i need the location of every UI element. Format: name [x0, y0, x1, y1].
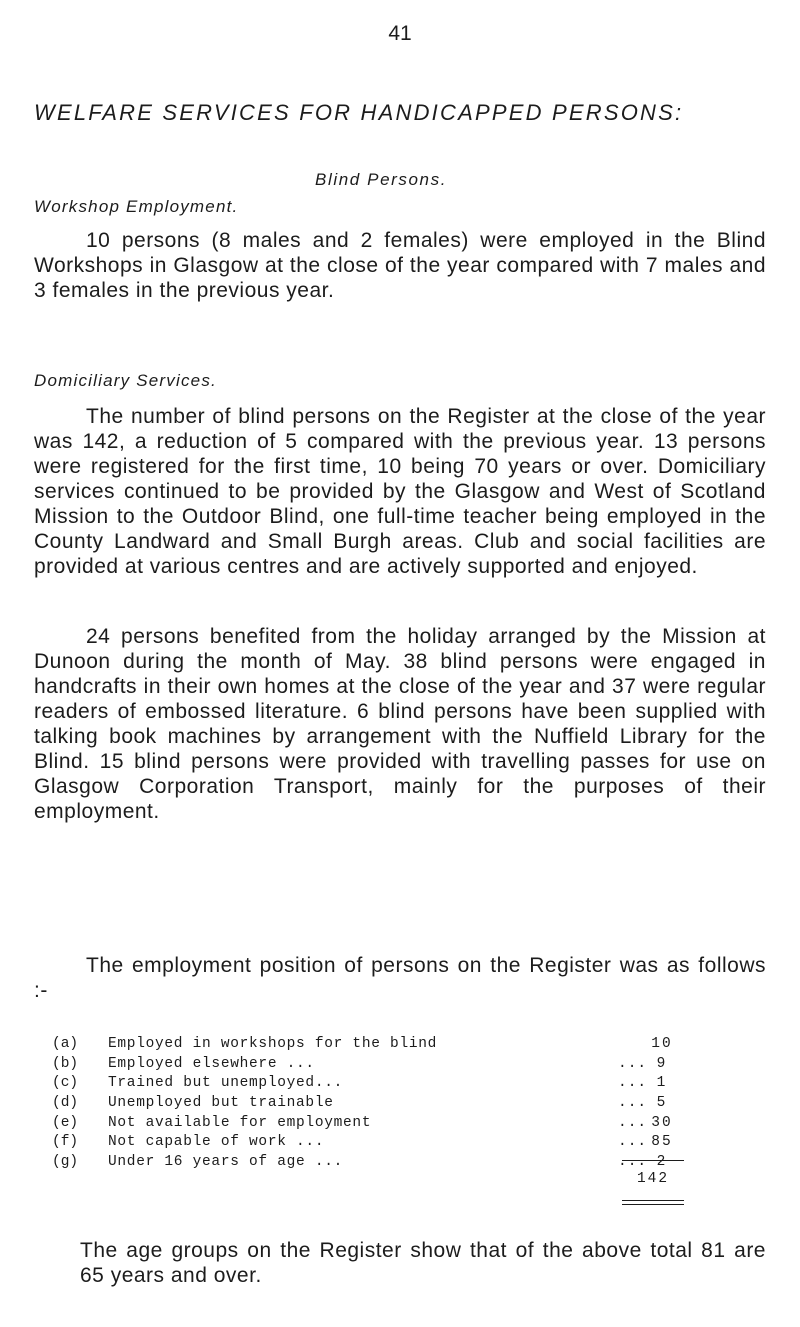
- row-letter: (g): [52, 1154, 79, 1171]
- row-label: Not available for employment: [108, 1114, 372, 1131]
- row-label: Not capable of work ...: [108, 1134, 325, 1151]
- workshop-heading: Workshop Employment.: [34, 197, 239, 216]
- workshop-text: 10 persons (8 males and 2 females) were employed in the Blind Workshops in Glasgow at the close of the year compared with 7 males and 3 females in the previous year.: [34, 229, 766, 302]
- table-row: [52, 1035, 692, 1055]
- row-letter: (f): [52, 1134, 79, 1151]
- table-row: [52, 1074, 692, 1094]
- row-label: Employed in workshops for the blind: [108, 1036, 438, 1052]
- row-value: 9: [656, 1055, 668, 1072]
- row-leader: ...: [618, 1055, 648, 1072]
- section-heading-blind-persons: Blind Persons.: [315, 170, 448, 189]
- domiciliary-heading: Domiciliary Services.: [34, 371, 217, 390]
- table-row: [52, 1055, 692, 1075]
- table-row: [52, 1133, 692, 1153]
- row-value: 85: [651, 1134, 673, 1151]
- row-label: Employed elsewhere ...: [108, 1055, 315, 1072]
- table-row: [52, 1094, 692, 1114]
- table-row: [52, 1114, 692, 1134]
- row-letter: (e): [52, 1114, 79, 1131]
- domiciliary-text-1: The number of blind persons on the Register at the close of the year was 142, a reduction of 5 compared with the previous year. 13 persons were registered for the first time, 10 being 70 years or over. Domiciliary services continued to be provided by the Glasgow and West of Scotland Mission to the Outdoor Blind, one full-time teacher being employed in the County Landward and Small Burgh areas. Club and social facilities are provided at various centres and are actively supported and enjoyed.: [34, 405, 766, 578]
- row-leader: ...: [618, 1095, 648, 1112]
- row-label: Unemployed but trainable: [108, 1095, 334, 1112]
- row-value: 30: [651, 1114, 673, 1131]
- employment-table: [52, 1035, 692, 1173]
- row-leader: ...: [618, 1075, 648, 1092]
- row-letter: (b): [52, 1055, 79, 1072]
- row-label: Trained but unemployed...: [108, 1075, 344, 1092]
- row-letter: (d): [52, 1095, 79, 1112]
- domiciliary-paragraph-2: [34, 624, 766, 824]
- table-row: [52, 1153, 692, 1173]
- row-letter: (a): [52, 1036, 79, 1052]
- row-value: 2: [656, 1154, 668, 1171]
- closing-paragraph: [80, 1238, 766, 1288]
- row-label: Under 16 years of age ...: [108, 1154, 344, 1171]
- workshop-paragraph: [34, 228, 766, 303]
- domiciliary-text-2: 24 persons benefited from the holiday arranged by the Mission at Dunoon during the month of May. 38 blind persons were engaged in handcrafts in their own homes at the close of the year and 37 were regular readers of embossed literature. 6 blind persons have been supplied with talking book machines by arrangement with the Nuffield Library for the Blind. 15 blind persons were provided with travelling passes for use on Glasgow Corporation Transport, mainly for the purposes of their employment.: [34, 625, 766, 823]
- closing-text: The age groups on the Register show that of the above total 81 are 65 years and over.: [80, 1239, 766, 1287]
- domiciliary-text-3: The employment position of persons on the Register was as follows :-: [34, 954, 766, 1002]
- row-leader: ...: [618, 1134, 648, 1151]
- total-double-rule: [622, 1200, 684, 1205]
- table-total: 142: [636, 1171, 670, 1187]
- row-letter: (c): [52, 1075, 79, 1092]
- page-number: 41: [388, 22, 412, 45]
- total-rule: [622, 1160, 684, 1161]
- row-leader: ...: [618, 1114, 648, 1131]
- row-leader: ...: [618, 1154, 648, 1171]
- row-value: 5: [656, 1095, 668, 1112]
- domiciliary-paragraph-3: [34, 953, 766, 1003]
- row-value: 10: [651, 1036, 673, 1052]
- domiciliary-paragraph-1: [34, 404, 766, 579]
- row-value: 1: [656, 1075, 668, 1092]
- page-title: WELFARE SERVICES FOR HANDICAPPED PERSONS:: [34, 100, 684, 125]
